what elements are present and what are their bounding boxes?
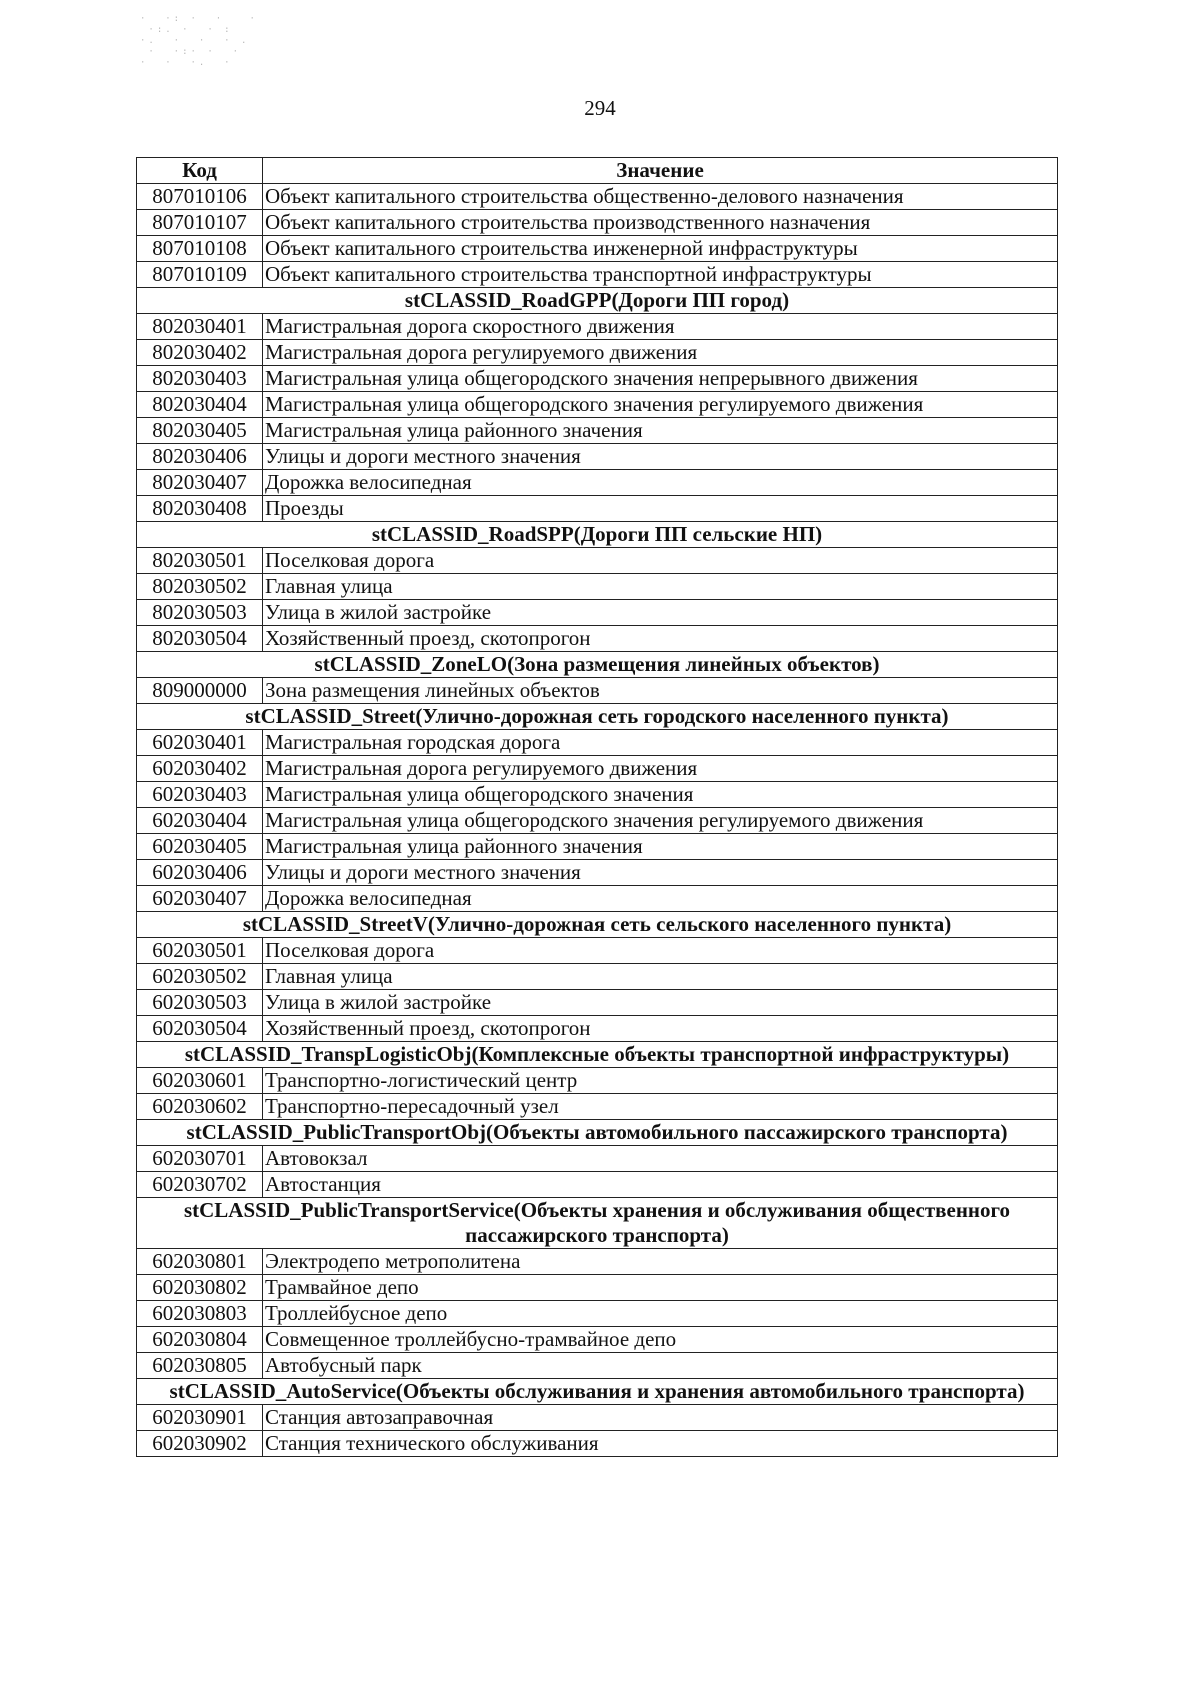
table-row xyxy=(137,548,1058,574)
section-title: stCLASSID_RoadGPP(Дороги ПП город) xyxy=(137,288,1058,314)
table-row xyxy=(137,262,1058,288)
table-row xyxy=(137,314,1058,340)
row-value: Объект капитального строительства инженерной инфраструктуры xyxy=(263,236,1058,262)
row-value: Главная улица xyxy=(263,574,1058,600)
section-title: stCLASSID_PublicTransportService(Объекты хранения и обслуживания общественного пассажирского транспорта) xyxy=(137,1198,1058,1249)
page-number: 294 xyxy=(584,96,616,120)
table-row xyxy=(137,600,1058,626)
row-value: Автовокзал xyxy=(263,1146,1058,1172)
table-header-row xyxy=(137,158,1058,184)
table-row xyxy=(137,340,1058,366)
table-row xyxy=(137,184,1058,210)
row-code: 602030405 xyxy=(137,834,263,860)
row-code: 602030801 xyxy=(137,1249,263,1275)
table-row xyxy=(137,236,1058,262)
section-header-row xyxy=(137,1198,1058,1249)
section-header-row xyxy=(137,1042,1058,1068)
row-value: Троллейбусное депо xyxy=(263,1301,1058,1327)
table-row xyxy=(137,964,1058,990)
table-row xyxy=(137,756,1058,782)
row-code: 807010107 xyxy=(137,210,263,236)
row-value: Хозяйственный проезд, скотопрогон xyxy=(263,626,1058,652)
table-row xyxy=(137,1016,1058,1042)
row-code: 802030501 xyxy=(137,548,263,574)
table-row xyxy=(137,860,1058,886)
row-value: Магистральная дорога регулируемого движения xyxy=(263,756,1058,782)
table-row xyxy=(137,1327,1058,1353)
table-row xyxy=(137,1405,1058,1431)
table-row xyxy=(137,1094,1058,1120)
row-value: Совмещенное троллейбусно-трамвайное депо xyxy=(263,1327,1058,1353)
row-code: 802030504 xyxy=(137,626,263,652)
row-code: 807010109 xyxy=(137,262,263,288)
row-code: 602030504 xyxy=(137,1016,263,1042)
row-value: Магистральная дорога скоростного движения xyxy=(263,314,1058,340)
table-row xyxy=(137,496,1058,522)
section-title: stCLASSID_StreetV(Улично-дорожная сеть сельского населенного пункта) xyxy=(137,912,1058,938)
row-value: Станция автозаправочная xyxy=(263,1405,1058,1431)
section-header-row xyxy=(137,1379,1058,1405)
row-code: 602030503 xyxy=(137,990,263,1016)
row-code: 802030402 xyxy=(137,340,263,366)
row-value: Магистральная улица общегородского значения регулируемого движения xyxy=(263,392,1058,418)
row-code: 602030901 xyxy=(137,1405,263,1431)
table-row xyxy=(137,418,1058,444)
table-row xyxy=(137,678,1058,704)
row-value: Объект капитального строительства транспортной инфраструктуры xyxy=(263,262,1058,288)
row-value: Главная улица xyxy=(263,964,1058,990)
table-row xyxy=(137,574,1058,600)
row-value: Объект капитального строительства общественно-делового назначения xyxy=(263,184,1058,210)
row-code: 602030602 xyxy=(137,1094,263,1120)
row-code: 802030405 xyxy=(137,418,263,444)
row-value: Улицы и дороги местного значения xyxy=(263,860,1058,886)
table-row xyxy=(137,366,1058,392)
row-value: Автостанция xyxy=(263,1172,1058,1198)
row-code: 602030804 xyxy=(137,1327,263,1353)
table-row xyxy=(137,1249,1058,1275)
table-row xyxy=(137,1431,1058,1457)
row-value: Магистральная улица районного значения xyxy=(263,418,1058,444)
row-code: 807010108 xyxy=(137,236,263,262)
table-row xyxy=(137,1275,1058,1301)
table-row xyxy=(137,1146,1058,1172)
row-value: Проезды xyxy=(263,496,1058,522)
row-value: Улица в жилой застройке xyxy=(263,600,1058,626)
row-value: Транспортно-логистический центр xyxy=(263,1068,1058,1094)
column-header-code: Код xyxy=(137,158,263,184)
table-row xyxy=(137,990,1058,1016)
row-value: Улицы и дороги местного значения xyxy=(263,444,1058,470)
table-row xyxy=(137,1353,1058,1379)
row-value: Трамвайное депо xyxy=(263,1275,1058,1301)
section-title: stCLASSID_Street(Улично-дорожная сеть городского населенного пункта) xyxy=(137,704,1058,730)
row-code: 602030701 xyxy=(137,1146,263,1172)
table-row xyxy=(137,1301,1058,1327)
row-value: Магистральная улица районного значения xyxy=(263,834,1058,860)
row-code: 802030407 xyxy=(137,470,263,496)
row-code: 602030406 xyxy=(137,860,263,886)
table-row xyxy=(137,886,1058,912)
section-title: stCLASSID_RoadSPP(Дороги ПП сельские НП) xyxy=(137,522,1058,548)
table-row xyxy=(137,730,1058,756)
row-value: Магистральная дорога регулируемого движения xyxy=(263,340,1058,366)
row-code: 602030403 xyxy=(137,782,263,808)
row-value: Транспортно-пересадочный узел xyxy=(263,1094,1058,1120)
row-code: 802030401 xyxy=(137,314,263,340)
row-code: 602030802 xyxy=(137,1275,263,1301)
row-code: 602030402 xyxy=(137,756,263,782)
section-title: stCLASSID_AutoService(Объекты обслуживания и хранения автомобильного транспорта) xyxy=(137,1379,1058,1405)
row-code: 802030406 xyxy=(137,444,263,470)
table-row xyxy=(137,782,1058,808)
table-row xyxy=(137,808,1058,834)
row-value: Электродепо метрополитена xyxy=(263,1249,1058,1275)
row-code: 602030805 xyxy=(137,1353,263,1379)
row-code: 602030501 xyxy=(137,938,263,964)
scan-noise-speckles: · ·: · · · ·:. · · : ·. · · · . · ·:· · · · · ·. · xyxy=(140,14,258,68)
row-value: Автобусный парк xyxy=(263,1353,1058,1379)
section-header-row xyxy=(137,522,1058,548)
section-title: stCLASSID_PublicTransportObj(Объекты автомобильного пассажирского транспорта) xyxy=(137,1120,1058,1146)
row-value: Магистральная улица общегородского значения непрерывного движения xyxy=(263,366,1058,392)
section-header-row xyxy=(137,1120,1058,1146)
row-value: Поселковая дорога xyxy=(263,548,1058,574)
row-value: Станция технического обслуживания xyxy=(263,1431,1058,1457)
row-value: Магистральная улица общегородского значения xyxy=(263,782,1058,808)
row-value: Хозяйственный проезд, скотопрогон xyxy=(263,1016,1058,1042)
table-row xyxy=(137,834,1058,860)
row-code: 602030902 xyxy=(137,1431,263,1457)
table-row xyxy=(137,210,1058,236)
table-row xyxy=(137,626,1058,652)
table-row xyxy=(137,444,1058,470)
row-code: 802030408 xyxy=(137,496,263,522)
row-code: 602030407 xyxy=(137,886,263,912)
table-row xyxy=(137,392,1058,418)
column-header-value: Значение xyxy=(263,158,1058,184)
row-value: Дорожка велосипедная xyxy=(263,886,1058,912)
row-code: 602030401 xyxy=(137,730,263,756)
row-code: 602030502 xyxy=(137,964,263,990)
row-code: 809000000 xyxy=(137,678,263,704)
row-value: Магистральная городская дорога xyxy=(263,730,1058,756)
row-value: Улица в жилой застройке xyxy=(263,990,1058,1016)
row-value: Объект капитального строительства производственного назначения xyxy=(263,210,1058,236)
section-header-row xyxy=(137,652,1058,678)
table-row xyxy=(137,1068,1058,1094)
section-header-row xyxy=(137,704,1058,730)
row-code: 807010106 xyxy=(137,184,263,210)
row-code: 802030404 xyxy=(137,392,263,418)
row-code: 802030502 xyxy=(137,574,263,600)
row-code: 802030503 xyxy=(137,600,263,626)
row-value: Дорожка велосипедная xyxy=(263,470,1058,496)
table-row xyxy=(137,470,1058,496)
row-code: 802030403 xyxy=(137,366,263,392)
code-value-table xyxy=(136,157,1058,1457)
row-value: Магистральная улица общегородского значения регулируемого движения xyxy=(263,808,1058,834)
section-header-row xyxy=(137,288,1058,314)
section-title: stCLASSID_ZoneLO(Зона размещения линейных объектов) xyxy=(137,652,1058,678)
section-title: stCLASSID_TranspLogisticObj(Комплексные объекты транспортной инфраструктуры) xyxy=(137,1042,1058,1068)
row-value: Зона размещения линейных объектов xyxy=(263,678,1058,704)
row-code: 602030404 xyxy=(137,808,263,834)
section-header-row xyxy=(137,912,1058,938)
table-row xyxy=(137,938,1058,964)
table-row xyxy=(137,1172,1058,1198)
row-value: Поселковая дорога xyxy=(263,938,1058,964)
row-code: 602030601 xyxy=(137,1068,263,1094)
row-code: 602030803 xyxy=(137,1301,263,1327)
row-code: 602030702 xyxy=(137,1172,263,1198)
